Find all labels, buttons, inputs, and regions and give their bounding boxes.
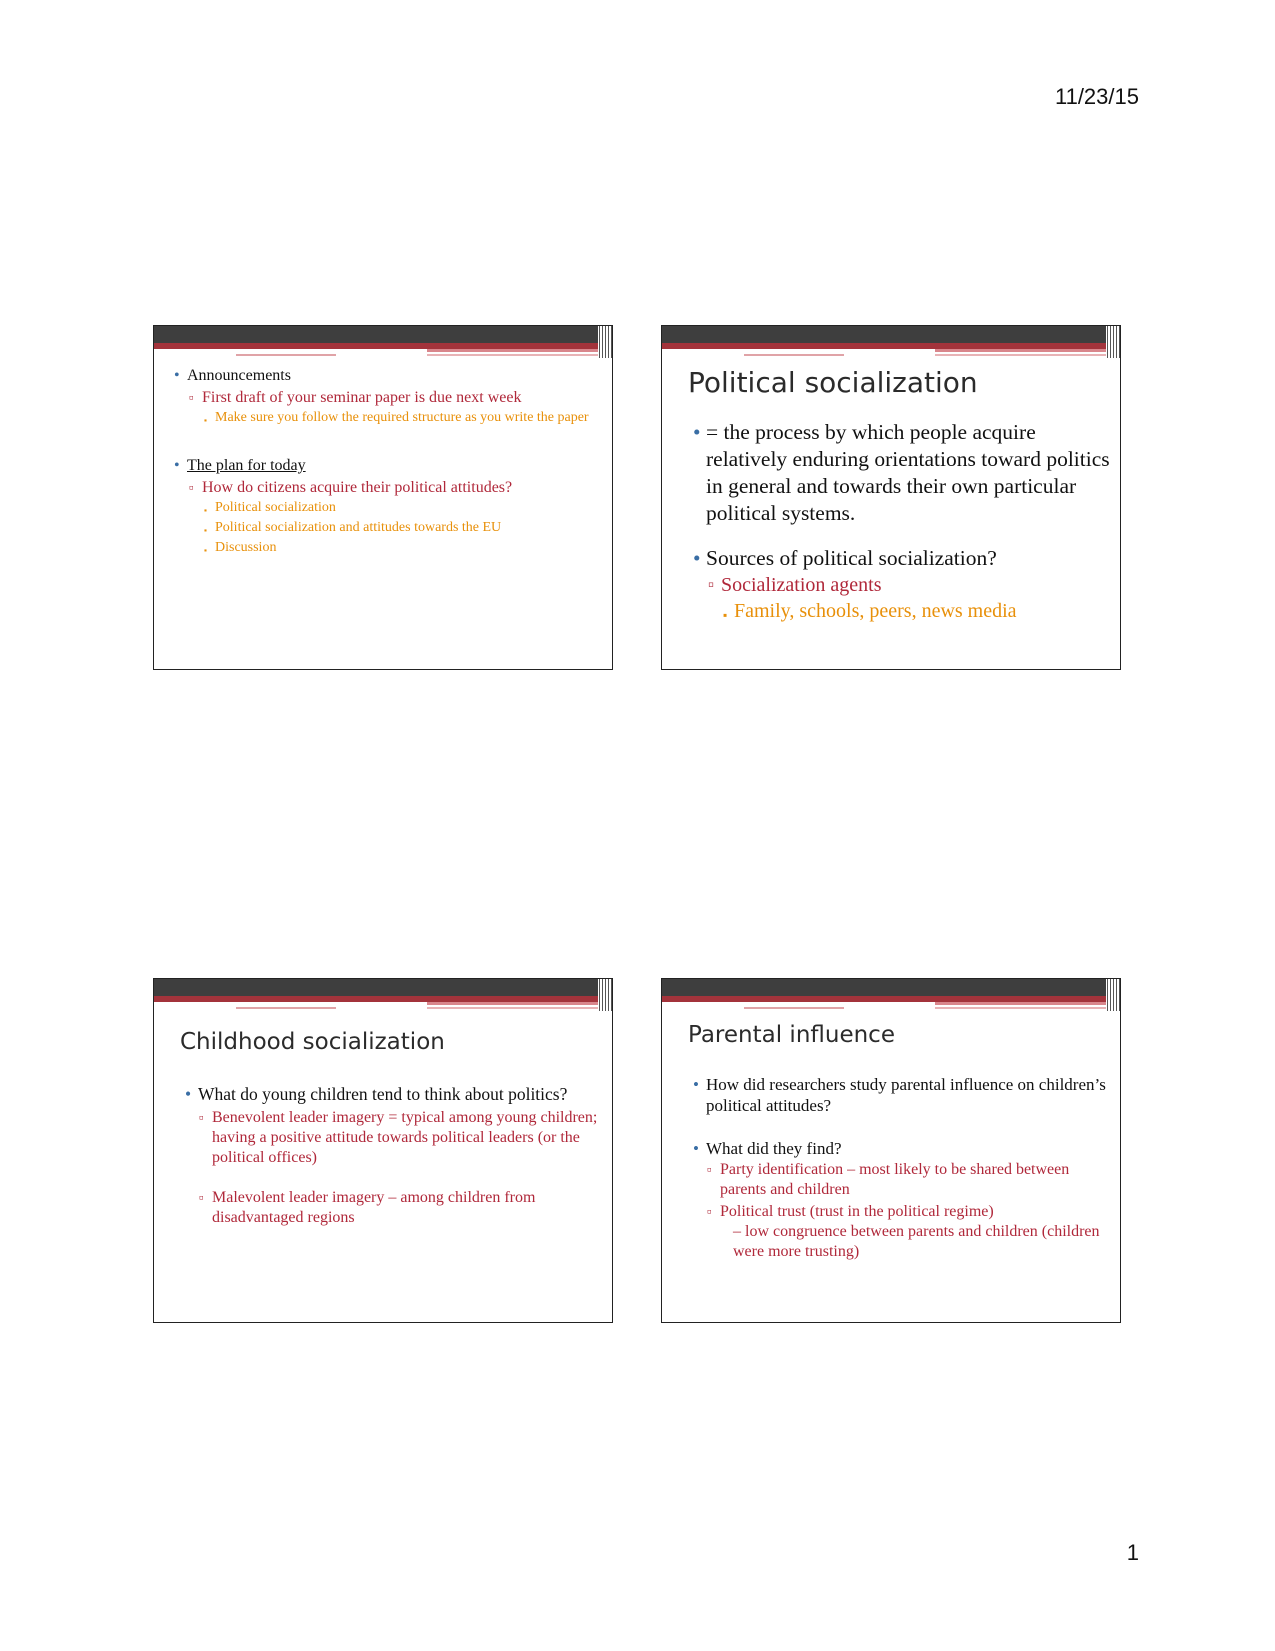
bullet-announcements: • Announcements ▫ First draft of your seminar paper is due next week ▪ Make sure you follow the required structure as you write the paper xyxy=(187,366,602,426)
bullet-topic: ▪ Discussion xyxy=(215,539,602,556)
bullet-definition: • = the process by which people acquire relatively enduring orientations toward politics in general and towards their own particular political systems. xyxy=(706,419,1111,527)
slide-title: Parental influence xyxy=(688,1022,895,1048)
slide-3 xyxy=(153,978,613,1323)
bullet-political-trust: ▫ Political trust (trust in the political regime) – low congruence between parents and children (children were more trusting) xyxy=(720,1202,1111,1262)
bullet-sources: • Sources of political socialization? ▫ Socialization agents ▪ Family, schools, peers, news media xyxy=(706,545,1111,624)
bullet-malevolent: ▫ Malevolent leader imagery – among children from disadvantaged regions xyxy=(212,1188,598,1228)
bullet-findings: • What did they find? ▫ Party identification – most likely to be shared between parents and children ▫ Political trust (trust in the political regime) – low congruence between parents and children (children were more trusting) xyxy=(706,1138,1111,1262)
bullet-first-draft: ▫ First draft of your seminar paper is due next week ▪ Make sure you follow the required structure as you write the paper xyxy=(202,388,602,426)
bullet-topic: ▪ Political socialization xyxy=(215,499,602,516)
slide-title: Political socialization xyxy=(688,366,978,399)
slide-bullets xyxy=(198,1084,598,1248)
bullet-agent-list: ▪ Family, schools, peers, news media xyxy=(734,598,1111,624)
bullet-plan-for-today: • The plan for today ▫ How do citizens acquire their political attitudes? ▪ Political socialization ▪ Political socialization and attitudes towards the EU ▪ Discussion xyxy=(187,456,602,556)
bullet-citizens-question: ▫ How do citizens acquire their political attitudes? ▪ Political socialization ▪ Political socialization and attitudes towards the EU ▪ Discussion xyxy=(202,478,602,556)
bullet-required-structure: ▪ Make sure you follow the required structure as you write the paper xyxy=(215,409,602,426)
slide-2 xyxy=(661,325,1121,670)
bullet-agents: ▫ Socialization agents ▪ Family, schools, peers, news media xyxy=(721,572,1111,624)
slide-header-band xyxy=(662,979,1120,1012)
political-trust-note: – low congruence between parents and children (children were more trusting) xyxy=(733,1223,1100,1260)
slide-title: Childhood socialization xyxy=(180,1029,445,1055)
bullet-benevolent: ▫ Benevolent leader imagery = typical among young children; having a positive attitude towards political leaders (or the political offices) xyxy=(212,1108,598,1168)
slide-1 xyxy=(153,325,613,670)
bullet-research-question: • How did researchers study parental influence on children’s political attitudes? xyxy=(706,1074,1111,1116)
bullet-party-id: ▫ Party identification – most likely to be shared between parents and children xyxy=(720,1160,1111,1200)
bullet-question: • What do young children tend to think about politics? ▫ Benevolent leader imagery = typical among young children; having a positive attitude towards political leaders (or the political offices) ▫ Malevolent leader imagery – among children from disadvantaged regions xyxy=(198,1084,598,1228)
page-date: 11/23/15 xyxy=(1054,84,1139,109)
page-number: 1 xyxy=(1126,1540,1139,1565)
slide-bullets xyxy=(706,1074,1111,1284)
slide-bullets xyxy=(187,366,602,559)
slide-header-band xyxy=(154,326,612,359)
bullet-topic: ▪ Political socialization and attitudes towards the EU xyxy=(215,519,602,536)
slide-bullets xyxy=(706,419,1111,642)
slide-header-band xyxy=(154,979,612,1012)
slide-header-band xyxy=(662,326,1120,359)
slide-4 xyxy=(661,978,1121,1323)
